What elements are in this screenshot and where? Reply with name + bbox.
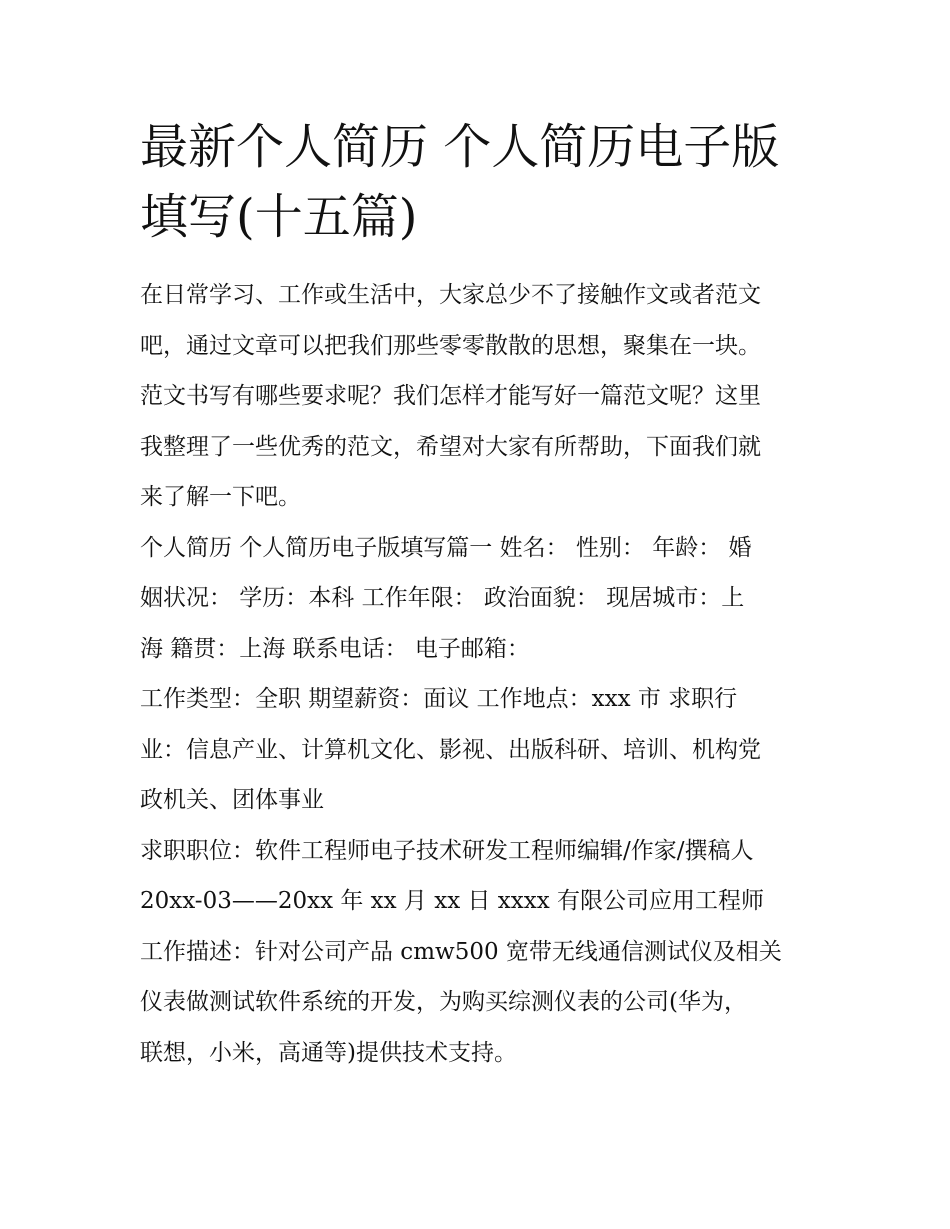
text-line: 我整理了一些优秀的范文，希望对大家有所帮助，下面我们就 <box>140 433 761 460</box>
text-line: 政机关、团体事业 <box>140 787 324 813</box>
text-line: 海 籍贯：上海 联系电话： 电子邮箱： <box>140 635 530 662</box>
text-line: 20xx-03——20xx 年 xx 月 xx 日 xxxx 有限公司应用工程师 <box>140 888 764 914</box>
text-line: 工作类型：全职 期望薪资：面议 工作地点：xxx 市 求职行 <box>140 686 738 712</box>
paragraph-intro <box>140 270 820 523</box>
text-line: 来了解一下吧。 <box>140 484 301 510</box>
paragraph-work-period <box>140 876 820 927</box>
paragraph-personal-info <box>140 523 820 675</box>
text-line: 在日常学习、工作或生活中，大家总少不了接触作文或者范文 <box>140 282 761 308</box>
document-body <box>140 270 820 1078</box>
text-line: 业：信息产业、计算机文化、影视、出版科研、培训、机构党 <box>140 736 761 763</box>
document-page <box>140 112 820 1078</box>
text-line: 仪表做测试软件系统的开发，为购买综测仪表的公司(华为， <box>140 989 747 1015</box>
text-line: 个人简历 个人简历电子版填写篇一 姓名： 性别： 年龄： 婚 <box>140 534 752 561</box>
title-line: 最新个人简历 个人简历电子版 <box>140 119 780 175</box>
text-line: 工作描述：针对公司产品 cmw500 宽带无线通信测试仪及相关 <box>140 938 782 965</box>
title-line: 填写(十五篇) <box>140 189 418 245</box>
document-title <box>140 112 820 252</box>
paragraph-job-preferences <box>140 674 820 826</box>
paragraph-work-description <box>140 927 820 1079</box>
paragraph-target-position <box>140 826 820 877</box>
text-line: 求职职位：软件工程师电子技术研发工程师编辑/作家/撰稿人 <box>140 837 754 864</box>
text-line: 姻状况： 学历：本科 工作年限： 政治面貌： 现居城市：上 <box>140 585 745 611</box>
text-line: 范文书写有哪些要求呢？我们怎样才能写好一篇范文呢？这里 <box>140 383 761 409</box>
text-line: 吧，通过文章可以把我们那些零零散散的思想，聚集在一块。 <box>140 332 761 359</box>
text-line: 联想，小米，高通等)提供技术支持。 <box>140 1039 517 1066</box>
